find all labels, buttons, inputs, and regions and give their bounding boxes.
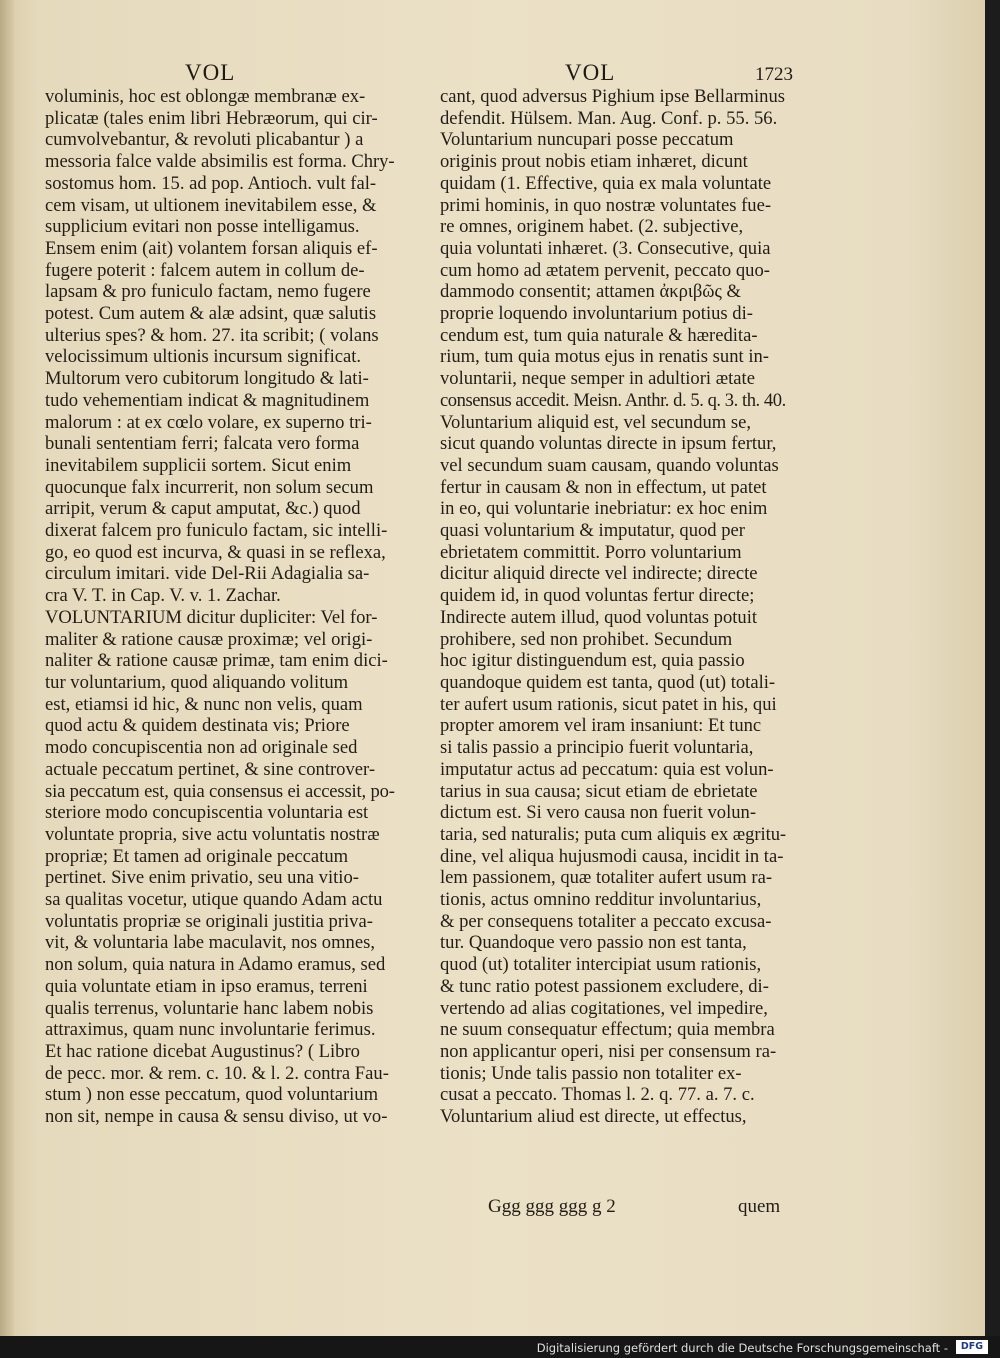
text-line: sostomus hom. 15. ad pop. Antioch. vult fal- [45, 172, 377, 194]
left-column [45, 86, 395, 1128]
text-line: cusat a peccato. Thomas l. 2. q. 77. a. 7. c. [440, 1084, 755, 1106]
text-line: in eo, qui voluntarie inebriatur: ex hoc enim [440, 498, 768, 520]
page-gutter-shadow [0, 0, 14, 1336]
text-line: vel secundum suam causam, quando voluntas [440, 454, 779, 476]
text-line: propter amorem vel iram insaniunt: Et tunc [440, 715, 762, 737]
text-line: ter aufert usum rationis, sicut patet in his, qui [440, 693, 777, 715]
signature-mark: Ggg ggg ggg g 2 [488, 1196, 616, 1217]
text-line: dine, vel aliqua hujusmodi causa, incidit in ta- [440, 845, 784, 867]
text-line: cant, quod adversus Pighium ipse Bellarminus [440, 86, 785, 107]
text-line: Et hac ratione dicebat Augustinus? ( Libro [45, 1040, 360, 1062]
text-line: quidam (1. Effective, quia ex mala voluntate [440, 172, 772, 194]
text-line: ne suum consequatur effectum; quia membra [440, 1019, 775, 1041]
text-line: & tunc ratio potest passionem excludere, di- [440, 975, 769, 997]
text-line: vertendo ad alias cogitationes, vel impedire, [440, 997, 768, 1019]
text-line: vit, & voluntaria labe maculavit, nos omnes, [45, 932, 375, 954]
text-line: malorum : at ex cœlo volare, ex superno tri- [45, 411, 372, 433]
text-line: quandoque quidem est tanta, quod (ut) totali- [440, 671, 776, 693]
text-line: Voluntarium aliquid est, vel secundum se, [440, 411, 752, 433]
text-line: steriore modo concupiscentia voluntaria est [45, 802, 369, 824]
text-line: dictum est. Si vero causa non fuerit volun- [440, 802, 757, 824]
text-line: prohibere, sed non prohibet. Secundum [440, 628, 733, 650]
text-line: potest. Cum autem & alæ adsint, quæ salutis [45, 303, 377, 325]
text-line: cum homo ad ætatem pervenit, peccato quo- [440, 259, 770, 281]
text-line: velocissimum ultionis incursum significat. [45, 346, 362, 368]
text-line: plicatæ (tales enim libri Hebræorum, qui cir- [45, 107, 378, 129]
text-line: stum ) non esse peccatum, quod voluntarium [45, 1084, 379, 1106]
text-line: actuale peccatum pertinet, & sine controver- [45, 758, 376, 780]
text-line: re omnes, originem habet. (2. subjective, [440, 216, 744, 238]
text-line: dixerat falcem pro funiculo factam, sic intelli- [45, 520, 388, 542]
text-line: primi hominis, in quo nostræ voluntates fue- [440, 194, 772, 216]
text-line: Voluntarium aliud est directe, ut effectus, [440, 1106, 747, 1128]
text-line: voluntate propria, sive actu voluntatis nostræ [45, 823, 380, 845]
dfg-logo-icon: DFG [956, 1340, 988, 1354]
text-line: proprie loquendo involuntarium potius di- [440, 303, 753, 325]
text-line: dammodo consentit; attamen ἀκριβῶς & [440, 281, 742, 303]
text-line: & per consequens totaliter a peccato excusa- [440, 910, 772, 932]
text-line: Multorum vero cubitorum longitudo & lati- [45, 368, 369, 390]
text-line: est, etiamsi id hic, & nunc non velis, quam [45, 693, 363, 715]
text-line: tur. Quandoque vero passio non est tanta, [440, 932, 747, 954]
text-line: go, eo quod est incurva, & quasi in se reflexa, [45, 541, 386, 563]
text-line: bunali sententiam ferri; falcata vero forma [45, 433, 360, 455]
text-line: VOLUNTARIUM dicitur dupliciter: Vel for- [45, 606, 378, 628]
text-line: cra V. T. in Cap. V. v. 1. Zachar. [45, 585, 281, 607]
text-line: taria, sed naturalis; puta cum aliquis ex ægritu- [440, 823, 787, 845]
text-line: imputatur actus ad peccatum: quia est volun- [440, 758, 774, 780]
text-line: modo concupiscentia non ad originale sed [45, 737, 358, 759]
text-line: tionis, actus omnino redditur involuntarius, [440, 889, 762, 911]
text-line: attraximus, quam nunc involuntarie ferimus. [45, 1019, 376, 1041]
page-number: 1723 [755, 64, 793, 85]
text-line: arripit, verum & caput amputat, &c.) quod [45, 498, 361, 520]
text-line: cumvolvebantur, & revoluti plicabantur ) a [45, 129, 364, 151]
text-line: voluntarii, neque semper in adultiori ætate [440, 368, 755, 390]
text-line: de pecc. mor. & rem. c. 10. & l. 2. contra Fau- [45, 1062, 389, 1084]
text-line: tur voluntarium, quod aliquando volitum [45, 671, 349, 693]
text-line: inevitabilem supplicii sortem. Sicut enim [45, 454, 352, 476]
right-column [440, 86, 786, 1128]
text-line: quasi voluntarium & imputatur, quod per [440, 520, 745, 542]
text-line: sa qualitas vocetur, utique quando Adam actu [45, 889, 383, 911]
text-line: maliter & ratione causæ proximæ; vel origi- [45, 628, 373, 650]
text-line: quia voluntati inhæret. (3. Consecutive, quia [440, 237, 771, 259]
text-line: supplicium evitari non posse intelligamus. [45, 216, 360, 238]
text-line: dicitur aliquid directe vel indirecte; directe [440, 563, 758, 585]
text-line: Indirecte autem illud, quod voluntas potuit [440, 606, 758, 628]
text-line: si talis passio a principio fuerit voluntaria, [440, 737, 754, 759]
text-line: cem visam, ut ultionem inevitabilem esse, & [45, 194, 377, 216]
text-line: lapsam & pro funiculo factam, nemo fugere [45, 281, 371, 303]
text-line: voluminis, hoc est oblongæ membranæ ex- [45, 86, 366, 107]
text-line: originis prout nobis etiam inhæret, dicunt [440, 151, 748, 173]
text-line: non sit, nempe in causa & sensu diviso, ut vo- [45, 1106, 388, 1128]
text-line: fugere poterit : falcem autem in collum de- [45, 259, 365, 281]
text-line: tionis; Unde talis passio non totaliter ex- [440, 1062, 742, 1084]
left-running-head: VOL [185, 60, 236, 85]
text-line: sia peccatum est, quia consensus ei accessit, po- [45, 780, 395, 802]
text-line: ebrietatem committit. Porro voluntarium [440, 541, 742, 563]
right-running-head: VOL [565, 60, 616, 85]
text-line: quidem id, in quod voluntas fertur directe; [440, 585, 755, 607]
text-line: lem passionem, quæ totaliter aufert usum ra- [440, 867, 773, 889]
text-line: naliter & ratione causæ primæ, tam enim dici- [45, 650, 388, 672]
text-line: quod actu & quidem destinata vis; Priore [45, 715, 350, 737]
text-line: circulum imitari. vide Del-Rii Adagialia sa- [45, 563, 370, 585]
text-line: sicut quando voluntas directe in ipsum fertur, [440, 433, 777, 455]
text-line: tudo vehementiam indicat & magnitudinem [45, 389, 370, 411]
text-line: Ensem enim (ait) volantem forsan aliquis ef- [45, 237, 378, 259]
text-line: propriæ; Et tamen ad originale peccatum [45, 845, 349, 867]
text-line: ulterius spes? & hom. 27. ita scribit; ( volans [45, 324, 379, 346]
catchword: quem [738, 1196, 781, 1217]
text-line: quia voluntate etiam in ipso eramus, terreni [45, 975, 368, 997]
text-line: pertinet. Sive enim privatio, seu una vitio- [45, 867, 359, 889]
text-line: quod (ut) totaliter intercipiat usum rationis, [440, 954, 762, 976]
text-line: non solum, quia natura in Adamo eramus, sed [45, 954, 386, 976]
text-line: qualis terrenus, voluntarie hanc labem nobis [45, 997, 374, 1019]
text-line: messoria falce valde absimilis est forma. Chry- [45, 151, 395, 173]
text-line: consensus accedit. Meisn. Anthr. d. 5. q. 3. th. 40. [440, 389, 786, 411]
text-line: rium, tum quia motus ejus in renatis sunt in- [440, 346, 769, 368]
text-line: non applicantur operi, nisi per consensum ra- [440, 1040, 777, 1062]
digitization-credit: Digitalisierung gefördert durch die Deutsche Forschungsgemeinschaft - [536, 1341, 948, 1355]
text-line: quocunque falx incurrerit, non solum secum [45, 476, 374, 498]
text-line: Voluntarium nuncupari posse peccatum [440, 129, 734, 151]
text-line: voluntatis propriæ se originali justitia priva- [45, 910, 373, 932]
text-line: fertur in causam & non in effectum, ut patet [440, 476, 767, 498]
text-line: cendum est, tum quia naturale & hæredita- [440, 324, 758, 346]
text-line: defendit. Hülsem. Man. Aug. Conf. p. 55. 56. [440, 107, 778, 129]
text-line: hoc igitur distinguendum est, quia passio [440, 650, 745, 672]
text-line: tarius in sua causa; sicut etiam de ebrietate [440, 780, 758, 802]
